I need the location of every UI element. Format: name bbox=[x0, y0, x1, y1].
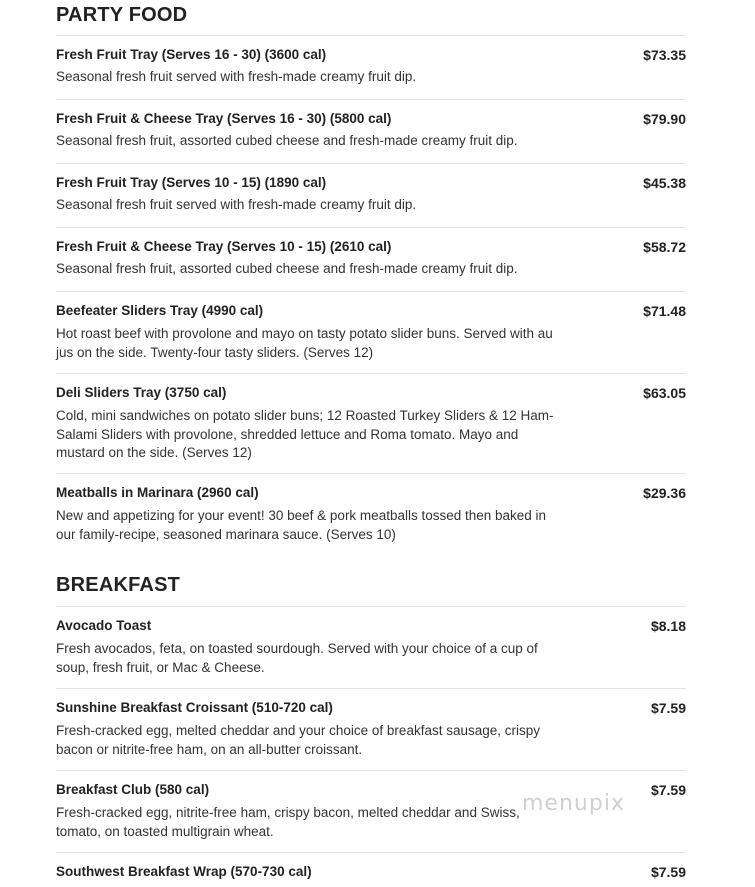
item-price: $7.59 bbox=[650, 782, 686, 798]
divider bbox=[56, 373, 686, 374]
item-name: Fresh Fruit Tray (Serves 10 - 15) (1890 cal) bbox=[56, 175, 327, 190]
section-title: BREAKFAST bbox=[56, 574, 181, 596]
item-price: $45.38 bbox=[643, 175, 686, 191]
item-price: $71.48 bbox=[643, 303, 686, 319]
item-name: Fresh Fruit Tray (Serves 16 - 30) (3600 cal) bbox=[56, 47, 327, 62]
item-price: $58.72 bbox=[643, 239, 686, 255]
divider bbox=[56, 291, 686, 292]
item-name: Beefeater Sliders Tray (4990 cal) bbox=[56, 303, 264, 318]
item-description: Seasonal fresh fruit, assorted cubed cheese and fresh-made creamy fruit dip. bbox=[56, 133, 518, 148]
item-name: Fresh Fruit & Cheese Tray (Serves 10 - 15) (2610 cal) bbox=[56, 239, 392, 254]
item-description: Fresh-cracked egg, melted cheddar and your choice of breakfast sausage, crispy bacon or nitrite-free ham, on an all-butter croissant. bbox=[56, 723, 541, 757]
divider bbox=[56, 35, 686, 36]
item-description: Seasonal fresh fruit, assorted cubed cheese and fresh-made creamy fruit dip. bbox=[56, 261, 518, 276]
divider bbox=[56, 770, 686, 771]
item-name: Fresh Fruit & Cheese Tray (Serves 16 - 30) (5800 cal) bbox=[56, 111, 392, 126]
item-name: Sunshine Breakfast Croissant (510-720 cal) bbox=[56, 700, 333, 715]
item-price: $7.59 bbox=[650, 864, 686, 880]
item-price: $7.59 bbox=[650, 700, 686, 716]
divider bbox=[56, 852, 686, 853]
item-name: Southwest Breakfast Wrap (570-730 cal) bbox=[56, 864, 312, 879]
divider bbox=[56, 227, 686, 228]
item-description: Fresh avocados, feta, on toasted sourdough. Served with your choice of a cup of soup, fresh fruit, or Mac & Cheese. bbox=[56, 641, 538, 675]
item-description: Hot roast beef with provolone and mayo on tasty potato slider buns. Served with au jus on the side. Twenty-four tasty sliders. (Serves 12) bbox=[56, 326, 553, 360]
item-price: $79.90 bbox=[643, 111, 686, 127]
item-description: Seasonal fresh fruit served with fresh-made creamy fruit dip. bbox=[56, 69, 417, 84]
item-price: $29.36 bbox=[643, 485, 686, 501]
item-name: Deli Sliders Tray (3750 cal) bbox=[56, 385, 227, 400]
item-description: Cold, mini sandwiches on potato slider buns; 12 Roasted Turkey Sliders & 12 Ham-Salami Sliders with provolone, shredded lettuce and Roma tomato. Mayo and mustard on the side. (Serves 12) bbox=[56, 408, 554, 460]
item-description: Seasonal fresh fruit served with fresh-made creamy fruit dip. bbox=[56, 197, 417, 212]
item-description: New and appetizing for your event! 30 beef & pork meatballs tossed then baked in our family-recipe, seasoned marinara sauce. (Serves 10) bbox=[56, 508, 547, 542]
item-name: Breakfast Club (580 cal) bbox=[56, 782, 210, 797]
section-title: PARTY FOOD bbox=[56, 4, 188, 26]
item-description: Fresh-cracked egg, nitrite-free ham, crispy bacon, melted cheddar and Swiss, tomato, on toasted multigrain wheat. bbox=[56, 805, 520, 839]
divider bbox=[56, 473, 686, 474]
divider bbox=[56, 99, 686, 100]
divider bbox=[56, 606, 686, 607]
watermark-logo: menupix bbox=[522, 791, 625, 816]
item-name: Meatballs in Marinara (2960 cal) bbox=[56, 485, 259, 500]
item-price: $73.35 bbox=[643, 47, 686, 63]
divider bbox=[56, 688, 686, 689]
item-name: Avocado Toast bbox=[56, 618, 152, 633]
item-price: $8.18 bbox=[650, 618, 686, 634]
divider bbox=[56, 163, 686, 164]
item-price: $63.05 bbox=[643, 385, 686, 401]
